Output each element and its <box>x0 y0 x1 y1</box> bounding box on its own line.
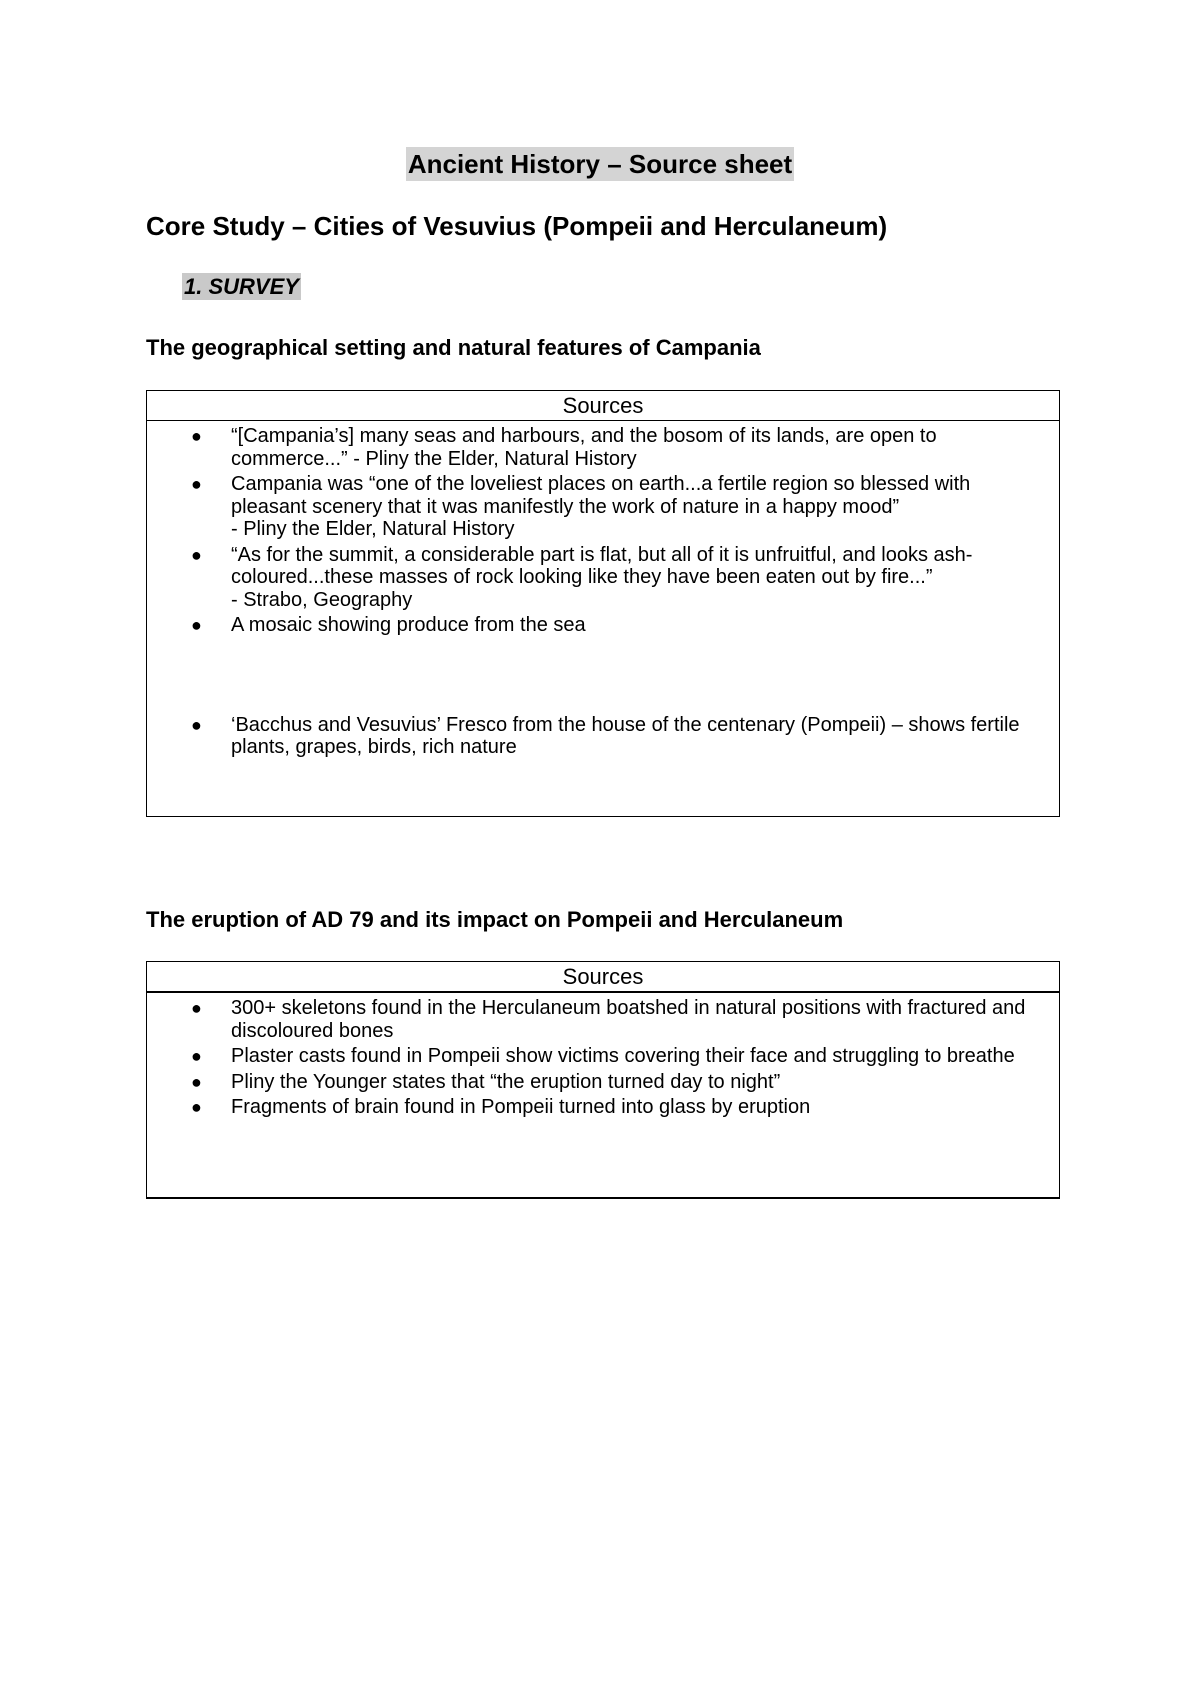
source-item-text: A mosaic showing produce from the sea <box>231 614 586 636</box>
source-item <box>147 614 1043 637</box>
sources-table-header: Sources <box>147 962 1059 993</box>
source-item <box>147 425 1043 470</box>
section-heading-campania: The geographical setting and natural features of Campania <box>146 335 761 360</box>
section-heading-eruption: The eruption of AD 79 and its impact on Pompeii and Herculaneum <box>146 907 844 932</box>
sources-list-eruption <box>147 993 1059 1119</box>
document-title-text: Ancient History – Source sheet <box>407 149 793 179</box>
bullet-icon: ● <box>191 1097 202 1117</box>
source-item-text: “As for the summit, a considerable part is flat, but all of it is unfruitful, and looks ash-coloured...these masses of rock looking like they have been eaten out by fire...” - Strabo, Geography <box>231 543 973 611</box>
source-item-text: Fragments of brain found in Pompeii turned into glass by eruption <box>231 1096 811 1118</box>
source-item-text: Campania was “one of the loveliest places on earth...a fertile region so blessed with pleasant scenery that it was manifestly the work of nature in a happy mood” - Pliny the Elder, Natural History <box>231 473 971 540</box>
sources-table-header: Sources <box>147 391 1059 421</box>
bullet-icon: ● <box>191 998 202 1018</box>
survey-heading-text: 1. SURVEY <box>184 274 299 299</box>
source-item <box>147 714 1043 759</box>
source-item <box>147 1045 1043 1068</box>
sources-table-eruption <box>146 961 1060 1199</box>
source-item-text: “[Campania’s] many seas and harbours, and the bosom of its lands, are open to commerce...” - Pliny the Elder, Natural History <box>231 425 937 470</box>
bullet-icon: ● <box>191 615 202 635</box>
core-study-heading: Core Study – Cities of Vesuvius (Pompeii and Herculaneum) <box>146 211 888 241</box>
source-item <box>147 997 1043 1042</box>
bullet-icon: ● <box>191 714 202 735</box>
source-item-text: Pliny the Younger states that “the eruption turned day to night” <box>231 1070 781 1093</box>
source-item-text: ‘Bacchus and Vesuvius’ Fresco from the house of the centenary (Pompeii) – shows fertile plants, grapes, birds, rich nature <box>231 713 1020 758</box>
bullet-icon: ● <box>191 544 202 565</box>
bullet-icon: ● <box>191 1071 202 1092</box>
bullet-icon: ● <box>191 1046 202 1066</box>
source-item <box>147 1071 1043 1094</box>
sources-list-campania <box>147 421 1059 759</box>
source-item-text: Plaster casts found in Pompeii show victims covering their face and struggling to breathe <box>231 1045 1015 1067</box>
source-item-text: 300+ skeletons found in the Herculaneum boatshed in natural positions with fractured and discoloured bones <box>231 997 1026 1042</box>
source-item <box>147 544 1043 612</box>
source-item <box>147 1096 1043 1119</box>
document-title <box>0 145 1200 183</box>
bullet-icon: ● <box>191 474 202 494</box>
sources-table-campania <box>146 390 1060 817</box>
source-item <box>147 473 1043 541</box>
survey-heading <box>182 272 301 302</box>
bullet-icon: ● <box>191 426 202 446</box>
